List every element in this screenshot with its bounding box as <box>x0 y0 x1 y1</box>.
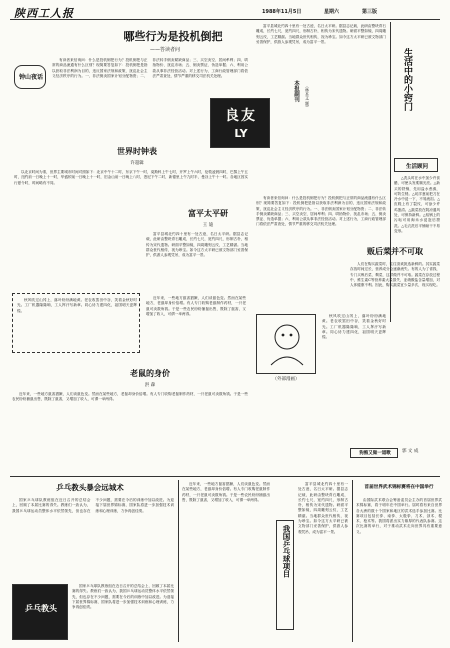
cartoon-illustration <box>257 315 315 373</box>
lead-article-title: 哪些行为是投机倒把 <box>123 30 223 43</box>
vertical-caption-box <box>276 520 294 630</box>
mouse-lead-paragraph: 近年来，一些地方鼠害猖獗，人们谈鼠色变。然而在某些地方，老鼠却身价倍增。有人专门收购老鼠制作药材，一只老鼠可卖数角钱。于是一些农民纷纷捕鼠出售，既除了鼠害，又增加了收入，可谓一举两得。 <box>146 296 246 316</box>
life-tips-paragraph: △洗头时在水中加少许食醋，可使头发柔顺光亮。△新买的铁锅，先用盐水煮沸，可防生锈。△切洋葱前把刀在冷水中浸一下，不易流泪。△皮鞋上有了裂纹，可涂少许鸡蛋清。△蔬菜放在阴凉通风处，可保持新鲜。△铝锅上的污垢可用淘米水浸泡后擦洗。△毛衣洗后平铺晾干不易变形。 <box>394 176 440 233</box>
poetry-text <box>17 298 137 350</box>
bottom-center-text <box>298 482 348 642</box>
story-signature-box <box>350 448 398 458</box>
bottom-right-body <box>356 498 442 642</box>
banner-credit: （林本文 题） <box>305 84 310 110</box>
mouse-story-lead <box>146 296 246 352</box>
bottom-column-rule-2 <box>352 480 353 642</box>
bottom-right-paragraph: 由国际武术联合会筹备委员会主办的首届世界武术锦标赛，将于明年在中国举行。届时将有来自世界各大洲的数十个国家和地区的武术选手参加比赛。比赛项目包括长拳、南拳、太极拳、刀术、剑术、棍术、枪术等。我国将派出实力雄厚的代表队参赛。这次比赛的举行，对于推动武术走向世界具有重要意义。 <box>356 498 442 534</box>
sidebar-article-title: 贩后菜并不可取 <box>367 247 423 256</box>
masthead-page-no: 第三版 <box>362 9 378 15</box>
bottom-center-paragraph: 富平县城北约四十里有一处古迹，名曰太平研。据县志记载，此研由整块青石雕成，长约七尺，宽约四尺，形制古朴，相传为宋代遗物。研面平整如镜，四周雕刻云纹，工艺精湛。当地群众世代相传，视为珍宝。如今这方太平研已被文物部门妥善保护，供游人参观凭吊，成为富平一景。 <box>298 482 348 534</box>
world-clock-byline: 许超辑 <box>130 161 144 166</box>
fuping-body <box>146 232 248 304</box>
poetry-box <box>12 293 140 353</box>
mid-column-paragraph: 富平县城北约四十里有一处古迹，名曰太平研。据县志记载，此研由整块青石雕成，长约七尺，宽约四尺，形制古朴，相传为宋代遗物。研面平整如镜，四周雕刻云纹，工艺精湛。当地群众世代相传，视为珍宝。如今这方太平研已被文物部门妥善保护，供游人参观凭吊，成为富平一景。 <box>256 24 386 44</box>
sports-box-label: 乒乓教头 <box>25 604 57 613</box>
mouse-story-paragraph: 近年来，一些地方鼠害猖獗，人们谈鼠色变。然而在某些地方，老鼠却身价倍增。有人专门收购老鼠制作药材，一只老鼠可卖数角钱。于是一些农民纷纷捕鼠出售，既除了鼠害，又增加了收入，可谓一举两得。 <box>12 392 248 402</box>
bottom-middle-text <box>182 482 270 642</box>
masthead-date: 1988年11月5日 <box>262 9 302 15</box>
world-clock-title: 世界时钟表 <box>117 147 157 156</box>
lower-section-rule <box>10 476 440 477</box>
fuping-title: 富平太平研 <box>188 209 228 218</box>
life-station-label: 生活顾问 <box>405 164 428 170</box>
column-logo-text: 钟山夜话 <box>18 74 43 81</box>
vertical-caption: 我国乒乓球项目 <box>282 525 291 578</box>
story-signature-title: 狗熊又做一道歌 <box>359 451 391 456</box>
fuping-paragraph: 富平县城北约四十里有一处古迹，名曰太平研。据县志记载，此研由整块青石雕成，长约七尺，宽约四尺，形制古朴，相传为宋代遗物。研面平整如镜，四周雕刻云纹，工艺精湛。当地群众世代相传，视为珍宝。如今这方太平研已被文物部门妥善保护，供游人参观凭吊，成为富平一景。 <box>146 232 248 258</box>
cartoon-side-text <box>322 314 386 454</box>
bottom-column-rule-1 <box>178 480 179 642</box>
bottom-middle-paragraph: 近年来，一些地方鼠害猖獗，人们谈鼠色变。然而在某些地方，老鼠却身价倍增。有人专门收购老鼠制作药材，一只老鼠可卖数角钱。于是一些农民纷纷捕鼠出售，既除了鼠害，又增加了收入，可谓一举两得。 <box>182 482 270 502</box>
bottom-right-title: 首届世界武术锦标赛将在中国举行 <box>364 485 434 490</box>
banner-tag: LY <box>234 127 248 140</box>
masthead-weekday: 星期六 <box>324 9 340 15</box>
banner-side-label: 本报副刊 <box>293 80 299 102</box>
cartoon-caption: （外部漫画） <box>272 377 300 382</box>
mouse-story-byline: 洪 森 <box>144 383 156 388</box>
world-clock-paragraph: 以北京时间为准，世界主要城市时间对照如下：北京中午十二时，东京下午一时，莫斯科上午七时，开罗上午六时，伦敦凌晨四时，巴黎上午五时，纽约前一日晚上十一时，华盛顿前一日晚上十一时，旧金山前一日晚上八时，悉尼下午二时，新德里上午九时半，曼谷上午十一时。各地区因实行夏令时，时间略有不同。 <box>14 170 248 185</box>
paper-masthead: 陕西工人报 <box>14 7 74 19</box>
mouse-story-body <box>12 392 248 474</box>
sports-box <box>12 584 68 640</box>
sidebar-article-paragraph: 人们在购买蔬菜时，往往喜欢挑选新鲜的。其实蔬菜存放时间过长，营养成分会逐渐流失。有的人为了省钱，专门买贩后菜、剩菜，这样做并不可取。蔬菜在存放过程中，维生素C等营养素大量损失，亚硝酸盐含量增加，对人体健康不利。因此，购买蔬菜宜少量多次，现买现吃。 <box>350 262 440 288</box>
mouse-story-title: 老鼠的身价 <box>130 369 170 378</box>
pingpong-paragraph: 国家乒乓球队教练组在近日召开的总结会上，回顾了本届比赛的得失。教练们一致认为，我国乒乓球运动员整体水平依然领先，但也存在不少问题，需要在今后的训练中加以改进。为迎接下届世界锦标赛，国家队将进一步加强技术训练和心理训练，力争再创佳绩。 <box>12 498 174 513</box>
story-signature-author: 郭 文 成 <box>402 449 419 454</box>
pingpong-title: 乒乓教头暴会远城术 <box>56 483 124 492</box>
cartoon-side-paragraph: 秋风吹过山冈上，落叶纷纷满地黄。老农收罢田中谷，笑看金秋好时光。工厂机器隆隆响，工人挥汗写新章。同心协力建四化，祖国明天更辉煌。 <box>322 314 386 340</box>
fuping-byline: 王 迪 <box>202 223 214 228</box>
center-column-paragraph: 有读者来信询问：什么是投机倒把行为？投机倒把与正常的商品流通有什么区别？现简要答复如下：投机倒把是指以获取非法利润为目的，违反国家法规和政策，扰乱社会主义经济秩序的行为。一、非法倒卖国家计划分配物资；二、非法转手倒卖紧缺商品；三、买空卖空、居间牟利；四、哄抬物价、扰乱市场；五、倒卖票证、伪造单据；六、利用公款从事非法经营活动。对上述行为，工商行政管理部门将依法严肃查处，情节严重的移交司法机关处理。 <box>256 196 386 227</box>
mid-column-text <box>256 24 386 154</box>
lead-article-paragraph: 有读者来信询问：什么是投机倒把行为？投机倒把与正常的商品流通有什么区别？现简要答复如下：投机倒把是指以获取非法利润为目的，违反国家法规和政策，扰乱社会主义经济秩序的行为。一、非法倒卖国家计划分配物资；二、非法转手倒卖紧缺商品；三、买空卖空、居间牟利；四、哄抬物价、扰乱市场；五、倒卖票证、伪造单据；六、利用公款从事非法经营活动。对上述行为，工商行政管理部门将依法严肃查处，情节严重的移交司法机关处理。 <box>52 58 248 78</box>
pingpong-body <box>12 498 174 582</box>
sidebar-article-body <box>350 262 440 322</box>
pingpong-continued <box>72 584 174 642</box>
column-logo <box>14 65 46 89</box>
masthead-rule <box>10 19 440 20</box>
life-station-box <box>394 158 438 172</box>
lead-article-byline: ——答读者问 <box>150 47 181 53</box>
life-tips-title: 生活中的小窍门 <box>402 48 412 111</box>
poetry-paragraph: 秋风吹过山冈上，落叶纷纷满地黄。老农收罢田中谷，笑看金秋好时光。工厂机器隆隆响，工人挥汗写新章。同心协力建四化，祖国明天更辉煌。 <box>17 298 137 313</box>
cartoon-frame <box>256 314 316 374</box>
banner-text: 良友 <box>225 108 257 123</box>
pingpong-continued-paragraph: 国家乒乓球队教练组在近日召开的总结会上，回顾了本届比赛的得失。教练们一致认为，我国乒乓球运动员整体水平依然领先，但也存在不少问题，需要在今后的训练中加以改进。为迎接下届世界锦标赛，国家队将进一步加强技术训练和心理训练，力争再创佳绩。 <box>72 584 174 610</box>
